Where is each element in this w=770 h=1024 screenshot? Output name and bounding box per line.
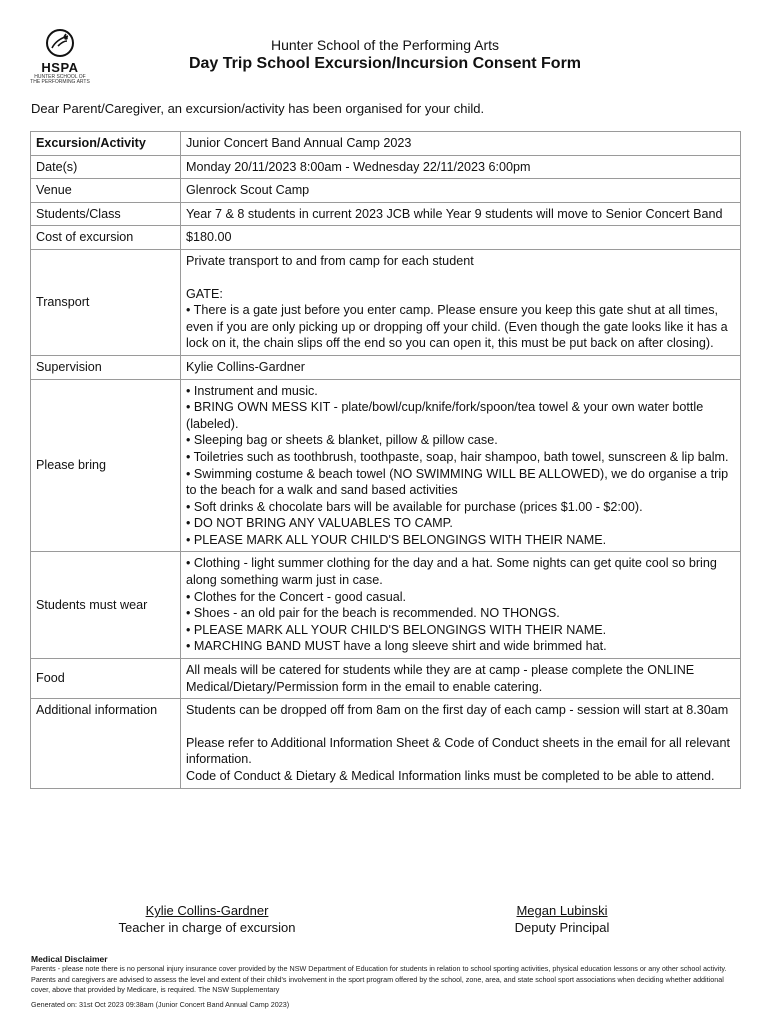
teacher-name: Kylie Collins-Gardner: [145, 903, 269, 918]
row-cost: [31, 226, 741, 250]
deputy-name: Megan Lubinski: [516, 903, 608, 918]
list-item: • PLEASE MARK ALL YOUR CHILD'S BELONGINGS WITH THEIR NAME.: [186, 622, 607, 637]
value-dates: Monday 20/11/2023 8:00am - Wednesday 22/11/2023 6:00pm: [181, 155, 741, 179]
value-supervision: Kylie Collins-Gardner: [181, 355, 741, 379]
value-cost: $180.00: [181, 226, 741, 250]
additional-line: Please refer to Additional Information Sheet & Code of Conduct sheets in the email for all relevant information.: [186, 735, 730, 767]
logo-subtext: HUNTER SCHOOL OF THE PERFORMING ARTS: [30, 74, 90, 85]
row-venue: [31, 179, 741, 203]
list-item: • Swimming costume & beach towel (NO SWIMMING WILL BE ALLOWED), we do organise a trip to the beach for a walk and sand based activities: [186, 466, 729, 498]
label-dates: Date(s): [31, 155, 181, 179]
row-wear: [31, 552, 741, 659]
excursion-details-table: [30, 131, 741, 789]
row-students: [31, 202, 741, 226]
signature-teacher: [87, 902, 327, 936]
additional-line: Students can be dropped off from 8am on the first day of each camp - session will start at 8.30am: [186, 703, 729, 718]
list-item: • Toiletries such as toothbrush, toothpaste, soap, hair shampoo, bath towel, sunscreen & lip balm.: [186, 449, 729, 464]
list-item: • MARCHING BAND MUST have a long sleeve shirt and wide brimmed hat.: [186, 639, 607, 654]
signature-deputy: [442, 902, 682, 936]
label-students: Students/Class: [31, 202, 181, 226]
label-transport: Transport: [31, 249, 181, 355]
list-item: • Instrument and music.: [186, 383, 318, 398]
generated-footer: Generated on: 31st Oct 2023 09:38am (Junior Concert Band Annual Camp 2023): [31, 1000, 290, 1009]
label-additional: Additional information: [31, 699, 181, 788]
medical-disclaimer: [31, 954, 743, 996]
list-item: • DO NOT BRING ANY VALUABLES TO CAMP.: [186, 516, 453, 531]
row-supervision: [31, 355, 741, 379]
disclaimer-text: Parents - please note there is no personal injury insurance cover provided by the NSW Department of Education for students in relation to school sporting activities, physical education lessons or any other school activity. Parents and caregivers are advised to assess the level and extent of their child's involvement in the sport program offered by the school, zone, area, and state school sport associations when deciding whether additional cover, above that provided by Medicare, is required. The NSW Supplementary: [31, 964, 727, 995]
row-dates: [31, 155, 741, 179]
list-item: • Shoes - an old pair for the beach is recommended. NO THONGS.: [186, 606, 560, 621]
logo-text: HSPA: [41, 60, 79, 75]
form-title: Day Trip School Excursion/Incursion Consent Form: [188, 55, 582, 72]
value-additional: [181, 699, 741, 788]
transport-line: Private transport to and from camp for each student: [186, 253, 474, 268]
label-wear: Students must wear: [31, 552, 181, 659]
transport-gate-note: • There is a gate just before you enter camp. Please ensure you keep this gate shut at all times, even if you are only picking up or dropping off your child. (Even though the gate looks like it has a lock on it, the chain slips off the end so you can open it, this must be put back on after closing).: [186, 303, 728, 351]
row-transport: [31, 249, 741, 355]
intro-text: Dear Parent/Caregiver, an excursion/activity has been organised for your child.: [31, 101, 485, 116]
list-item: • BRING OWN MESS KIT - plate/bowl/cup/knife/fork/spoon/tea towel & your own water bottle (labeled).: [186, 400, 704, 431]
label-supervision: Supervision: [31, 355, 181, 379]
deputy-role: Deputy Principal: [514, 920, 610, 935]
label-cost: Cost of excursion: [31, 226, 181, 250]
value-transport: [181, 249, 741, 355]
list-item: • Sleeping bag or sheets & blanket, pillow & pillow case.: [186, 433, 498, 448]
label-food: Food: [31, 659, 181, 699]
value-venue: Glenrock Scout Camp: [181, 179, 741, 203]
list-item: • Clothes for the Concert - good casual.: [186, 589, 407, 604]
label-venue: Venue: [31, 179, 181, 203]
list-item: • PLEASE MARK ALL YOUR CHILD'S BELONGINGS WITH THEIR NAME.: [186, 532, 607, 547]
disclaimer-title: Medical Disclaimer: [31, 954, 108, 964]
value-activity: Junior Concert Band Annual Camp 2023: [181, 132, 741, 156]
value-bring: [181, 379, 741, 552]
transport-gate-heading: GATE:: [186, 286, 223, 301]
row-bring: [31, 379, 741, 552]
list-item: • Clothing - light summer clothing for the day and a hat. Some nights can get quite cool so bring along something warm just in case.: [186, 556, 717, 588]
value-wear: [181, 552, 741, 659]
additional-line: Code of Conduct & Dietary & Medical Information links must be completed to be able to attend.: [186, 769, 715, 783]
value-food: All meals will be catered for students while they are at camp - please complete the ONLINE Medical/Dietary/Permission form in the email to enable catering.: [181, 659, 741, 699]
school-name: Hunter School of the Performing Arts: [271, 37, 499, 53]
list-item: • Soft drinks & chocolate bars will be available for purchase (prices $1.00 - $2:00).: [186, 499, 643, 514]
row-additional: [31, 699, 741, 788]
value-students: Year 7 & 8 students in current 2023 JCB while Year 9 students will move to Senior Concert Band: [181, 202, 741, 226]
row-food: [31, 659, 741, 699]
teacher-role: Teacher in charge of excursion: [118, 920, 296, 935]
row-activity: [31, 132, 741, 156]
label-activity: Excursion/Activity: [31, 132, 181, 156]
label-bring: Please bring: [31, 379, 181, 552]
